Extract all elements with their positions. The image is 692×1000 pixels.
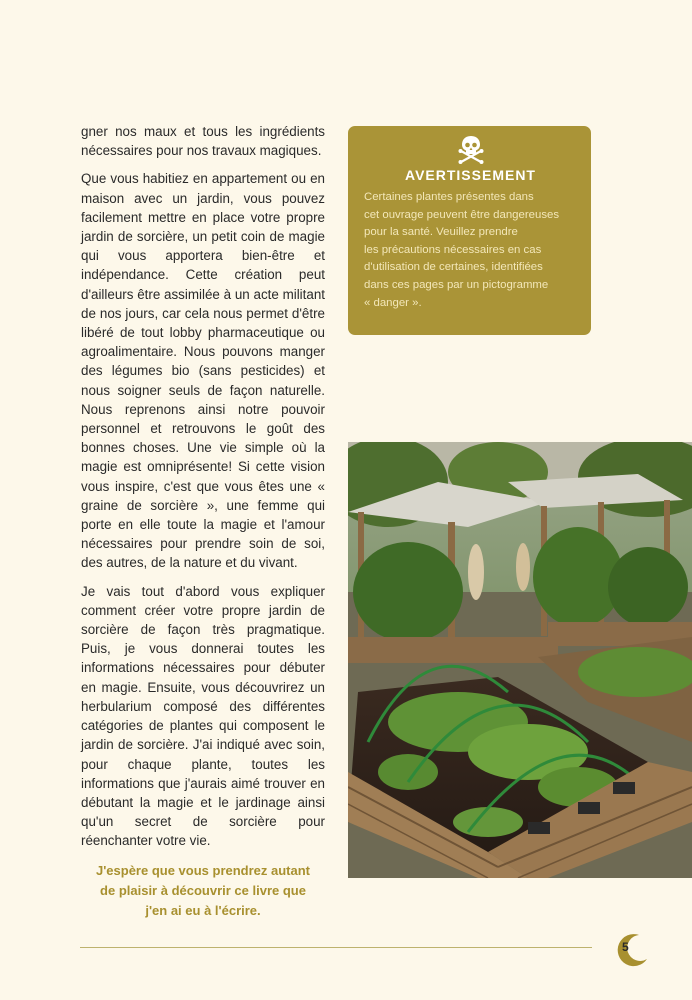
warning-text-line: Certaines plantes présentes dans (364, 191, 534, 203)
warning-text-line: les précautions nécessaires en cas (364, 243, 542, 256)
garden-illustration (348, 442, 692, 878)
paragraph-3: Je vais tout d'abord vous expliquer comment créer votre propre jardin de sorcière de façon très pragmatique. Puis, je vous donnerai toutes les informations nécessaires pour débuter en magie. Ensuite, vous découvrirez un herbularium composé des différentes catégories de plantes qui composent le jardin de sorcière. J'ai indiqué avec soin, pour chaque plante, toutes les informations que j'aurais aimé trouver en débutant la magie et le jardinage ainsi qu'un secret de sorcière pour réenchanter votre vie. (81, 583, 325, 849)
warning-text-line: dans ces pages par un pictogramme (364, 278, 549, 291)
warning-text-line: d'utilisation de certaines, identifiées (364, 261, 543, 274)
skull-crossbones-icon (456, 134, 486, 164)
closing-line: j'en ai eu à l'écrire. (145, 902, 261, 918)
warning-box (348, 126, 591, 335)
footer-divider (80, 947, 592, 948)
warning-text-line: pour la santé. Veuillez prendre (364, 226, 518, 239)
closing-line: de plaisir à découvrir ce livre que (100, 882, 306, 898)
garden-photo (348, 442, 692, 878)
closing-line: J'espère que vous prendrez autant (95, 862, 311, 878)
crescent-moon-icon (612, 930, 652, 970)
warning-text-line: cet ouvrage peuvent être dangereuses (364, 208, 560, 221)
warning-title: AVERTISSEMENT (405, 167, 536, 183)
warning-text-line: « danger ». (364, 296, 422, 309)
page-number: 5 (622, 940, 629, 954)
paragraph-1: gner nos maux et tous les ingrédients nécessaires pour nos travaux magiques. (81, 124, 325, 159)
main-text-column (81, 122, 325, 921)
paragraph-2: Que vous habitiez en appartement ou en maison avec un jardin, vous pouvez facilement mettre en place votre propre jardin de sorcière, un petit coin de magie qui vous apportera bien-être et indépendance. Cette création peut d'ailleurs être assimilée à un acte militant de nos jours, car cela nous permet d'être libéré de tout lobby pharmaceutique ou agroalimentaire. Nous pouvons manger des légumes bio (sans pesticides) et nous soigner seuls de façon naturelle. Nous reprenons ainsi notre pouvoir personnel et retrouvons le goût des bonnes choses. Une vie simple où la magie est omniprésente! Si cette vision vous inspire, c'est que vous êtes une « graine de sorcière », une femme qui porte en elle toute la magie et l'amour nécessaires pour prendre soin de soi, des autres, de la nature et du vivant. (81, 171, 325, 571)
closing-quote (81, 861, 325, 921)
